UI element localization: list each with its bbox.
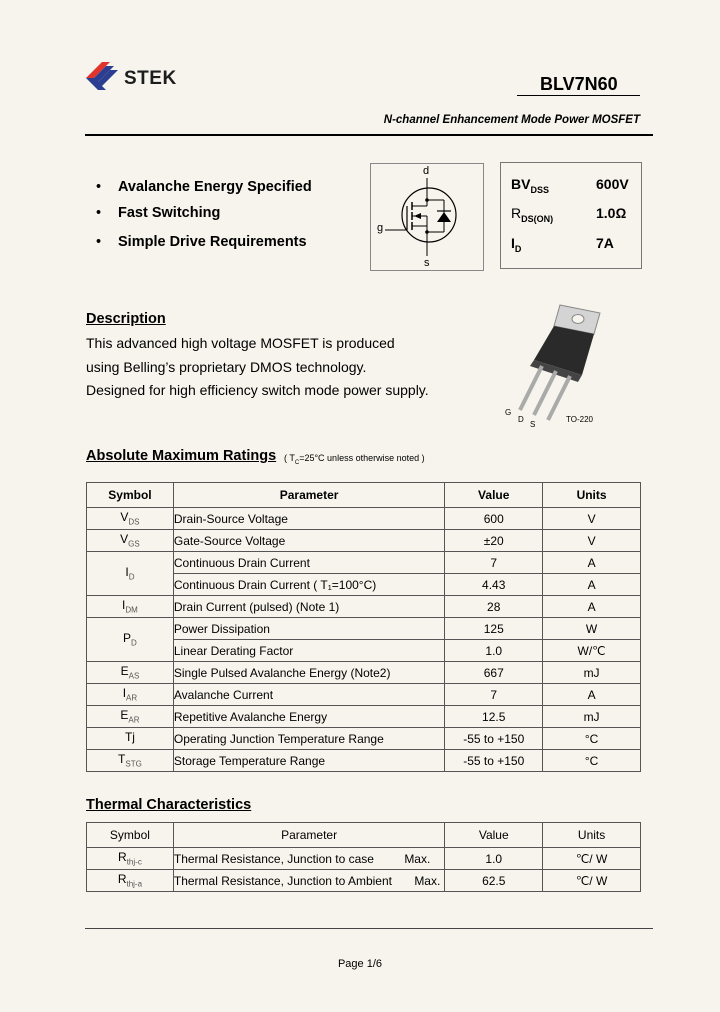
abs-max-table [86,482,641,772]
table-row [87,662,641,684]
page-number: Page 1/6 [337,958,383,970]
abs-max-note: ( $T_C=25^\circ C$ unless otherwise noted ) [284,453,425,466]
row-parameter: Power Dissipation [173,618,444,640]
row-unit: V [543,508,641,530]
row-symbol: $R_{thj-a}$ [87,870,174,892]
table-row [87,618,641,640]
table-row [87,848,641,870]
table-row [87,530,641,552]
table-row [87,684,641,706]
spec-value-bvdss: 600V [596,176,629,192]
row-unit: A [543,684,641,706]
col-header: Symbol [87,823,174,848]
spec-symbol-rdson: $R_{DS(ON)}$ [511,205,554,224]
row-symbol: $I_{DM}$ [87,596,174,618]
part-number: BLV7N60 [540,74,618,94]
row-parameter: Linear Derating Factor [173,640,444,662]
table-row [87,596,641,618]
row-value: 12.5 [445,706,543,728]
row-parameter: Avalanche Current [173,684,444,706]
package-pin-s: S [530,420,536,429]
row-parameter: Gate-Source Voltage [173,530,444,552]
spec-symbol-id: $I_D$ [511,235,522,254]
row-unit: mJ [543,706,641,728]
row-symbol: $V_{DS}$ [87,508,174,530]
thermal-table [86,822,641,892]
row-value: -55 to +150 [445,728,543,750]
description-line: This advanced high voltage MOSFET is produced [86,335,395,351]
row-value: 667 [445,662,543,684]
row-parameter: Drain Current (pulsed) (Note 1) [173,596,444,618]
feature-item: • Fast Switching [96,205,221,221]
table-row [87,750,641,772]
abs-max-heading: Absolute Maximum Ratings [86,448,277,464]
feature-item: • Avalanche Energy Specified [96,179,312,195]
stek-logo-icon [82,60,122,96]
spec-value-rdson: 1.0Ω [596,205,627,221]
row-symbol: Tj [87,728,174,750]
col-header: Symbol [87,483,174,508]
col-header: Parameter [173,483,444,508]
row-symbol: $I_D$ [87,552,174,596]
to220-package-image [500,300,610,430]
row-unit: A [543,552,641,574]
row-parameter: Continuous Drain Current ( T₁=100°C) [173,574,444,596]
row-value: 28 [445,596,543,618]
row-value: ±20 [445,530,543,552]
mosfet-symbol-icon [371,164,483,270]
table-row [87,508,641,530]
row-symbol: $E_{AR}$ [87,706,174,728]
row-unit: °C [543,728,641,750]
row-value: 125 [445,618,543,640]
row-parameter: Storage Temperature Range [173,750,444,772]
col-header: Units [543,823,641,848]
row-unit: mJ [543,662,641,684]
source-pin-label: s [424,257,430,269]
row-value: 7 [445,552,543,574]
row-unit: °C [543,750,641,772]
table-row [87,552,641,574]
row-unit: W [543,618,641,640]
description-line: Designed for high efficiency switch mode power supply. [86,382,429,398]
drain-pin-label: d [423,165,430,177]
row-symbol: $T_{STG}$ [87,750,174,772]
row-symbol: $R_{thj-c}$ [87,848,174,870]
spec-symbol-bvdss: $BV_{DSS}$ [511,176,549,195]
to220-package-icon [500,300,610,430]
row-unit: W/℃ [543,640,641,662]
row-value: -55 to +150 [445,750,543,772]
row-value: 600 [445,508,543,530]
row-value: 7 [445,684,543,706]
package-pin-d: D [518,415,524,424]
row-unit: V [543,530,641,552]
package-pin-g: G [505,408,512,417]
description-heading: Description [86,311,166,327]
table-header-row [87,483,641,508]
row-value: 62.5 [445,870,543,892]
row-symbol: $I_{AR}$ [87,684,174,706]
row-symbol: $E_{AS}$ [87,662,174,684]
thermal-heading: Thermal Characteristics [86,797,252,813]
row-parameter: Thermal Resistance, Junction to case Max. [173,848,444,870]
description-line: using Belling’s proprietary DMOS technology. [86,359,367,375]
row-value: 1.0 [445,848,543,870]
col-header: Parameter [173,823,444,848]
header-divider [85,134,653,136]
mosfet-schematic [370,163,484,271]
part-number-underline [517,95,640,96]
table-row [87,728,641,750]
row-parameter: Operating Junction Temperature Range [173,728,444,750]
row-symbol: $V_{GS}$ [87,530,174,552]
row-value: 4.43 [445,574,543,596]
document-subtitle: N-channel Enhancement Mode Power MOSFET [383,114,640,126]
row-value: 1.0 [445,640,543,662]
row-parameter: Repetitive Avalanche Energy [173,706,444,728]
row-unit: A [543,596,641,618]
table-header-row [87,823,641,848]
row-unit: ℃/ W [543,870,641,892]
key-specs-box [500,162,642,269]
package-label: TO-220 [566,415,593,424]
row-unit: ℃/ W [543,848,641,870]
row-symbol: $P_D$ [87,618,174,662]
footer-divider [85,928,653,929]
table-row [87,706,641,728]
brand-name: STEK [124,68,177,89]
row-parameter: Single Pulsed Avalanche Energy (Note2) [173,662,444,684]
spec-value-id: 7A [596,235,614,251]
col-header: Units [543,483,641,508]
row-parameter: Continuous Drain Current [173,552,444,574]
gate-pin-label: g [377,222,384,234]
row-parameter: Drain-Source Voltage [173,508,444,530]
feature-item: • Simple Drive Requirements [96,234,307,250]
table-row [87,870,641,892]
row-parameter: Thermal Resistance, Junction to Ambient Max. [173,870,444,892]
col-header: Value [445,823,543,848]
row-unit: A [543,574,641,596]
col-header: Value [445,483,543,508]
